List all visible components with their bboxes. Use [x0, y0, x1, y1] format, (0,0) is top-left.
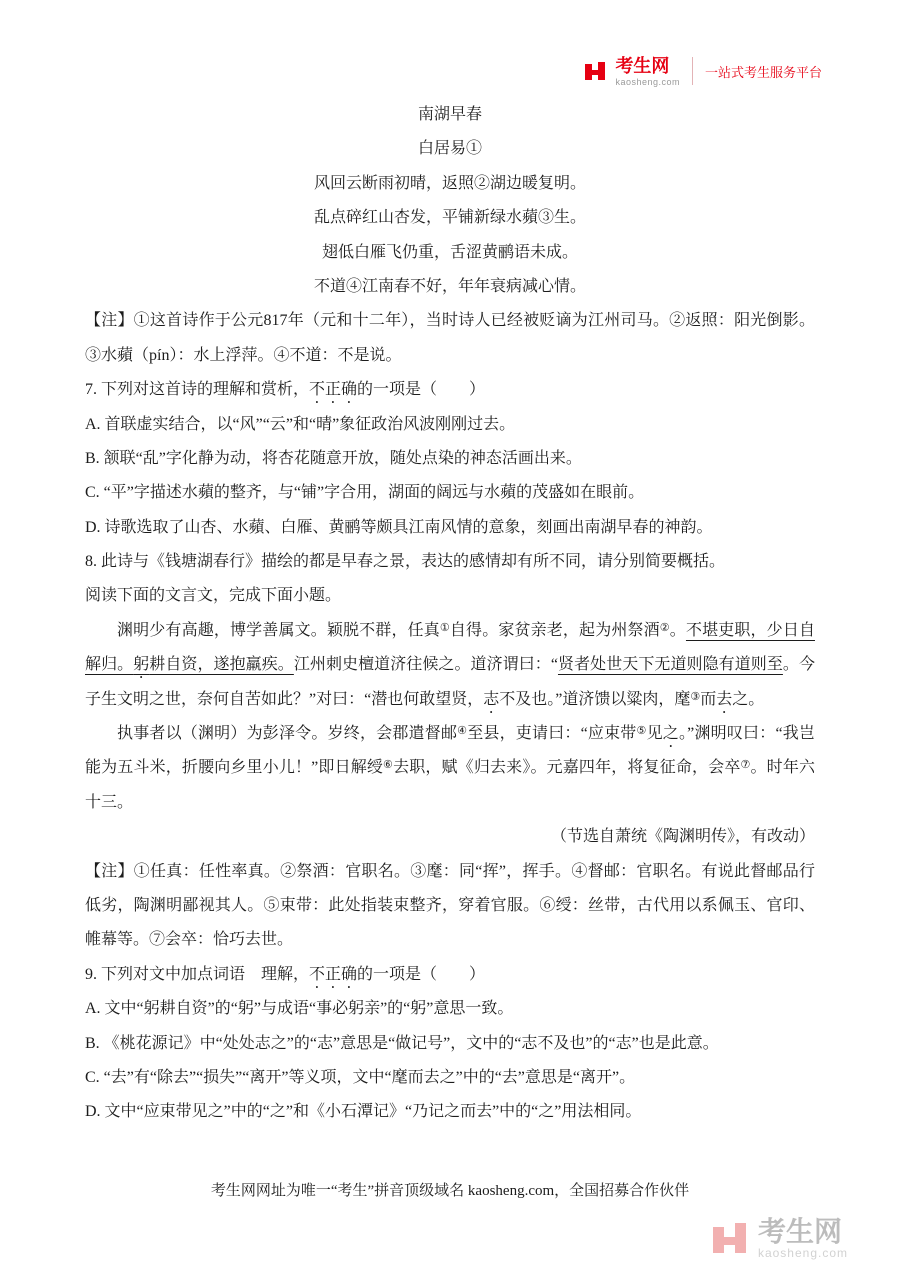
- watermark-text-block: [758, 1217, 848, 1260]
- question-7-option-c: C. “平”字描述水蘋的整齐，与“铺”字合用，湖面的阔远与水蘋的茂盛如在眼前。: [85, 484, 645, 502]
- poem-line: 不道④江南春不好，年年衰病减心情。: [313, 277, 586, 295]
- poem-block: [85, 98, 815, 304]
- logo-domain: kaosheng.com: [615, 76, 680, 87]
- poem-line: 翅低白雁飞仍重，舌涩黄鹂语未成。: [321, 243, 578, 261]
- passage-paragraph-1: 渊明少有高趣，博学善属文。颖脱不群，任真①自得。家贫亲老，起为州祭酒②。不堪吏职，少日自解归。躬耕自资，遂抱羸疾。江州刺史檀道济往候之。道济谓曰：“贤者处世天下无道则隐有道则至。今子生文明之世，奈何自苦如此？”对曰：“潜也何敢望贤，志不及也。”道济馈以粱肉，麾③而去之。: [85, 621, 815, 708]
- question-7-option-d: D. 诗歌选取了山杏、水蘋、白雁、黄鹂等颇具江南风情的意象，刻画出南湖早春的神韵。: [85, 518, 713, 536]
- question-7-option-a: A. 首联虚实结合，以“风”“云”和“晴”象征政治风波刚刚过去。: [85, 415, 516, 433]
- document-body: [85, 98, 815, 1130]
- poem-line: 乱点碎红山杏发，平铺新绿水蘋③生。: [313, 209, 586, 227]
- question-7-stem: 7. 下列对这首诗的理解和赏析，不正确的一项是（ ）: [85, 381, 486, 399]
- kaosheng-logo-icon: [583, 59, 607, 83]
- passage-source: （节选自萧统《陶渊明传》，有改动）: [550, 828, 815, 846]
- poem-author: 白居易①: [417, 140, 482, 158]
- poem-line: 风回云断雨初晴，返照②湖边暖复明。: [313, 174, 586, 192]
- footer-text: 考生网网址为唯一“考生”拼音顶级域名 kaosheng.com，全国招募合作伙伴: [210, 1183, 690, 1199]
- logo-tagline: 一站式考生服务平台: [704, 64, 822, 80]
- logo-text-block: [615, 56, 680, 87]
- passage-note: 【注】①任真：任性率真。②祭酒：官职名。③麾：同“挥”，挥手。④督邮：官职名。有说此督邮品行低劣，陶渊明鄙视其人。⑤束带：此处指装束整齐，穿着官服。⑥绶：丝带，古代用以系佩玉、官印、帷幕等。⑦会卒：恰巧去世。: [85, 862, 815, 949]
- question-9-option-d: D. 文中“应束带见之”中的“之”和《小石潭记》“乃记之而去”中的“之”用法相同。: [85, 1103, 642, 1121]
- question-9-stem: 9. 下列对文中加点词语 理解，不正确的一项是（ ）: [85, 965, 486, 983]
- question-9-option-c: C. “去”有“除去”“损失”“离开”等义项，文中“麾而去之”中的“去”意思是“离开”。: [85, 1068, 636, 1086]
- question-9-option-b: B. 《桃花源记》中“处处志之”的“志”意思是“做记号”，文中的“志不及也”的“志”也是此意。: [85, 1034, 719, 1052]
- poem-title: 南湖早春: [417, 106, 482, 123]
- watermark-domain: kaosheng.com: [757, 1246, 848, 1260]
- passage-paragraph-2: 执事者以（渊明）为彭泽令。岁终，会郡遣督邮④至县，吏请曰：“应束带⑤见之。”渊明叹曰：“我岂能为五斗米，折腰向乡里小儿！”即日解绶⑥去职，赋《归去来》。元嘉四年，将复征命，会卒⑦。时年六十三。: [85, 725, 815, 811]
- question-8: 8. 此诗与《钱塘湖春行》描绘的都是早春之景，表达的感情却有所不同，请分别简要概括。: [85, 553, 726, 571]
- kaosheng-logo: [583, 56, 822, 87]
- reading-instruction: 阅读下面的文言文，完成下面小题。: [85, 587, 342, 605]
- question-7-option-b: B. 颔联“乱”字化静为动，将杏花随意开放，随处点染的神态活画出来。: [85, 449, 582, 467]
- poem-note: 【注】①这首诗作于公元817年（元和十二年），当时诗人已经被贬谪为江州司马。②返照：阳光倒影。③水蘋（pín）：水上浮萍。④不道：不是说。: [85, 312, 815, 364]
- logo-brand: 考生网: [615, 56, 670, 76]
- kaosheng-watermark: [710, 1217, 848, 1260]
- watermark-brand: 考生网: [757, 1215, 842, 1247]
- question-9-option-a: A. 文中“躬耕自资”的“躬”与成语“事必躬亲”的“躬”意思一致。: [85, 1000, 514, 1018]
- logo-divider: [692, 57, 693, 85]
- kaosheng-watermark-icon: [710, 1218, 750, 1258]
